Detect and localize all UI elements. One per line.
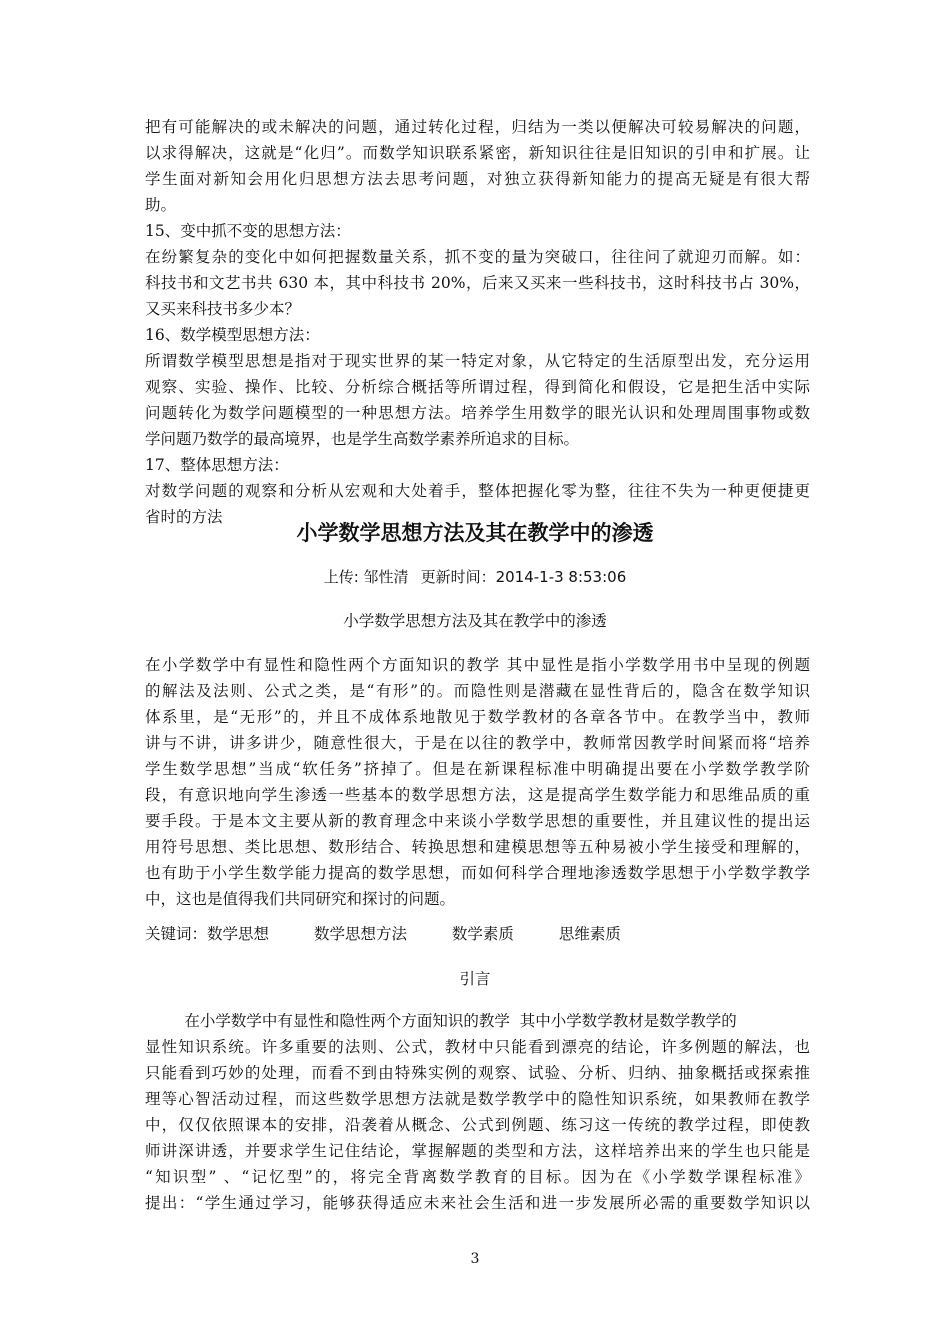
text-line: 学生面对新知会用化归思想方法去思考问题，对独立获得新知能力的提高无疑是有很大帮 <box>145 170 810 188</box>
text-line: 把有可能解决的或未解决的问题，通过转化过程，归结为一类以便解决可较易解决的问题， <box>145 118 810 136</box>
text-line: 要手段。于是本文主要从新的教育理念中来谈小学数学思想的重要性，并且建议性的提出运 <box>145 812 810 830</box>
top-section <box>145 114 810 530</box>
text-line: 助。 <box>145 196 177 214</box>
abstract <box>145 652 810 912</box>
keywords-label: 关键词：数学思想 <box>145 925 270 943</box>
text-line: “知识型” 、“记忆型”的，将完全背离数学教育的目标。因为在《小学数学课程标准》 <box>145 1168 810 1186</box>
section-heading-16: 16、数学模型思想方法： <box>145 326 320 344</box>
text-line: 提出：“学生通过学习，能够获得适应未来社会生活和进一步发展所必需的重要数学知识以 <box>145 1194 810 1212</box>
text-line: 段，有意识地向学生渗透一些基本的数学思想方法，这是提高学生数学能力和思维品质的重 <box>145 786 810 804</box>
text-line: 观察、实验、操作、比较、分析综合概括等所谓过程，得到简化和假设，它是把生活中实际 <box>145 378 810 396</box>
text-line: 师讲深讲透，并要求学生记住结论，掌握解题的类型和方法，这样培养出来的学生也只能是 <box>145 1142 810 1160</box>
intro-heading: 引言 <box>459 970 491 988</box>
text-line: 科技书和文艺书共 630 本，其中科技书 20%，后来又买来一些科技书，这时科技书占 30%， <box>145 274 810 292</box>
section-heading-15: 15、变中抓不变的思想方法： <box>145 222 351 240</box>
uploader-label: 上传: 邹性清 <box>323 568 409 586</box>
text-line: 只能看到巧妙的处理，而看不到由特殊实例的观察、试验、分析、归纳、抽象概括或探索推 <box>145 1064 810 1082</box>
text-line: 学生数学思想”当成“软任务”挤掉了。但是在新课程标准中明确提出要在小学数学教学阶 <box>145 760 810 778</box>
section-heading-17: 17、整体思想方法： <box>145 456 289 474</box>
text-line: 在纷繁复杂的变化中如何把握数量关系，抓不变的量为突破口，往往问了就迎刃而解。如： <box>145 248 810 266</box>
text-line: 省时的方法 <box>145 508 223 526</box>
keyword: 思维素质 <box>558 925 621 943</box>
intro-body <box>145 1008 810 1216</box>
text-line: 显性知识系统。许多重要的法则、公式，教材中只能看到漂亮的结论，许多例题的解法，也 <box>145 1038 810 1056</box>
text-line: 理等心智活动过程，而这些数学思想方法就是数学教学中的隐性知识系统，如果教师在教学 <box>145 1090 810 1108</box>
keywords <box>145 921 661 947</box>
text-line: 用符号思想、类比思想、数形结合、转换思想和建模思想等五种易被小学生接受和理解的， <box>145 838 810 856</box>
updated-time-label: 更新时间：2014-1-3 8:53:06 <box>420 568 627 586</box>
text-line: 对数学问题的观察和分析从宏观和大处着手，整体把握化零为整，往往不失为一种更便捷更 <box>145 482 810 500</box>
article-meta <box>0 564 950 590</box>
article-title: 小学数学思想方法及其在教学中的渗透 <box>296 521 654 545</box>
text-line: 在小学数学中有显性和隐性两个方面知识的教学 其中小学数学教材是数学教学的 <box>145 1012 737 1030</box>
text-line: 也有助于小学生数学能力提高的数学思想，而如何科学合理地渗透数学思想于小学数学教学 <box>145 864 810 882</box>
text-line: 学问题乃数学的最高境界，也是学生高数学素养所追求的目标。 <box>145 430 580 448</box>
text-line: 所谓数学模型思想是指对于现实世界的某一特定对象，从它特定的生活原型出发，充分运用 <box>145 352 810 370</box>
text-line: 中，这也是值得我们共同研究和探讨的问题。 <box>145 890 456 908</box>
text-line: 以求得解决，这就是“化归”。而数学知识联系紧密，新知识往往是旧知识的引申和扩展。让 <box>145 144 810 162</box>
text-line: 讲与不讲，讲多讲少，随意性很大，于是在以往的教学中，教师常因教学时间紧而将“培养 <box>145 734 810 752</box>
text-line: 中，仅仅依照课本的安排，沿袭着从概念、公式到例题、练习这一传统的教学过程，即使教 <box>145 1116 810 1134</box>
text-line: 体系里，是“无形”的，并且不成体系地散见于数学教材的各章各节中。在教学当中，教师 <box>145 708 810 726</box>
page-number: 3 <box>470 1251 480 1267</box>
text-line: 又买来科技书多少本？ <box>145 300 301 318</box>
text-line: 的解法及法则、公式之类，是“有形”的。而隐性则是潜藏在显性背后的，隐含在数学知识 <box>145 682 810 700</box>
text-line: 在小学数学中有显性和隐性两个方面知识的教学 其中显性是指小学数学用书中呈现的例题 <box>145 656 810 674</box>
keyword: 数学素质 <box>451 925 514 943</box>
article-subtitle: 小学数学思想方法及其在教学中的渗透 <box>343 612 607 630</box>
text-line: 问题转化为数学问题模型的一种思想方法。培养学生用数学的眼光认识和处理周围事物或数 <box>145 404 810 422</box>
keyword: 数学思想方法 <box>313 925 407 943</box>
